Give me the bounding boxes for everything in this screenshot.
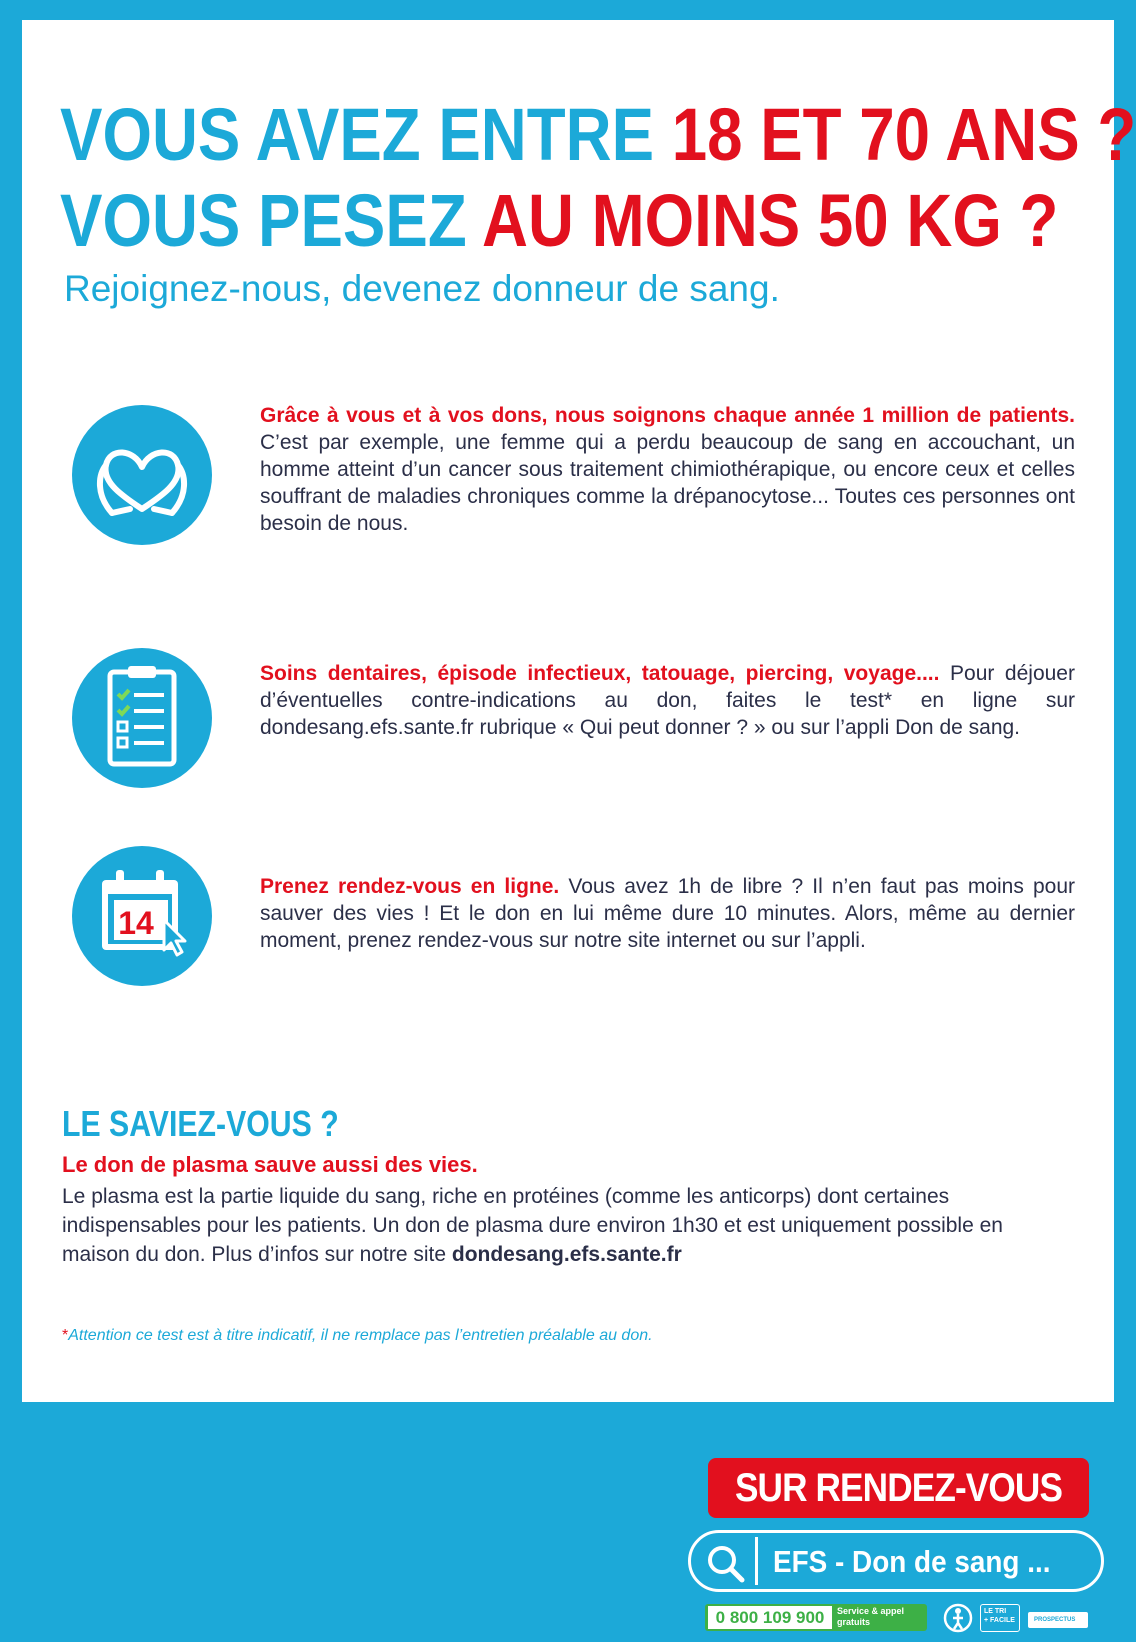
- block-patients-text: C’est par exemple, une femme qui a perdu beaucoup de sang en accouchant, un homme atteint d’un cancer sous traitement chimiothérapique, ou encore ceux et celles souffrant de maladies chroniques comme la drépanocytose... Toutes ces personnes ont besoin de nous.: [260, 431, 1075, 535]
- checklist-clipboard-icon: [72, 648, 212, 788]
- website-link[interactable]: dondesang.efs.sante.fr: [451, 1243, 682, 1266]
- tri-facile-logo: [980, 1604, 1020, 1632]
- saviez-subtitle: Le don de plasma sauve aussi des vies.: [62, 1152, 478, 1177]
- headline-age-question: VOUS AVEZ ENTRE: [60, 93, 672, 176]
- footnote: [62, 1327, 653, 1345]
- recycling-badge: [940, 1602, 1090, 1634]
- search-icon: [705, 1543, 747, 1585]
- headline-weight-question: VOUS PESEZ: [60, 179, 483, 262]
- headline-line-1: [60, 92, 1136, 178]
- block-rendez-vous: [260, 873, 1075, 954]
- footnote-star: *: [62, 1327, 69, 1344]
- headline: [60, 92, 1136, 264]
- heart-hands-icon: [72, 405, 212, 545]
- search-text: EFS - Don de sang ...: [773, 1544, 1051, 1579]
- saviez-title: LE SAVIEZ-VOUS ?: [62, 1103, 339, 1144]
- headline-age-range: 18 ET 70 ANS ?: [671, 93, 1136, 176]
- rdv-label: SUR RENDEZ-VOUS: [734, 1466, 1063, 1510]
- phone-badge[interactable]: [705, 1604, 927, 1631]
- phone-service: [837, 1606, 904, 1628]
- tri-line-2: + FACILE: [984, 1617, 1015, 1624]
- phone-service-line-2: gratuits: [837, 1617, 871, 1627]
- block-rendez-vous-lead: Prenez rendez-vous en ligne.: [260, 875, 560, 898]
- recycle-person-icon: [940, 1602, 976, 1634]
- top-border: [0, 0, 1136, 20]
- block-patients-lead: Grâce à vous et à vos dons, nous soignons chaque année 1 million de patients.: [260, 404, 1075, 427]
- rdv-banner: [708, 1458, 1089, 1518]
- subheading: Rejoignez-nous, devenez donneur de sang.: [64, 268, 780, 309]
- calendar-click-icon: [72, 846, 212, 986]
- search-box[interactable]: [688, 1530, 1104, 1592]
- saviez-body: [62, 1182, 1072, 1269]
- headline-line-2: [60, 178, 1059, 264]
- headline-weight-min: AU MOINS 50 KG ?: [482, 179, 1059, 262]
- phone-service-line-1: Service & appel: [837, 1606, 905, 1616]
- calendar-day: 14: [118, 905, 154, 941]
- block-rendez-vous-text: Vous avez 1h de libre ? Il n’en faut pas moins pour sauver des vies ! Et le don en lui même dure 10 minutes. Alors, même au dernier moment, prenez rendez-vous sur notre site internet ou sur l’appli.: [260, 875, 1075, 952]
- block-patients: [260, 402, 1075, 537]
- phone-number: 0 800 109 900: [708, 1606, 832, 1629]
- block-contre-indications-text: Pour déjouer d’éventuelles contre-indications au don, faites le test* en ligne sur dondesang.efs.sante.fr rubrique « Qui peut donner ? » ou sur l’appli Don de sang.: [260, 662, 1075, 739]
- footnote-text: Attention ce test est à titre indicatif, il ne remplace pas l’entretien préalable au don.: [68, 1327, 653, 1344]
- search-divider: [755, 1537, 758, 1585]
- saviez-body-text: Le plasma est la partie liquide du sang, riche en protéines (comme les anticorps) dont certaines indispensables pour les patients. Un don de plasma dure environ 1h30 et est uniquement possible en maison du don. Plus d’infos sur notre site: [62, 1185, 1003, 1266]
- block-contre-indications: [260, 660, 1075, 741]
- tri-line-1: LE TRI: [984, 1608, 1007, 1615]
- prospectus-label: PROSPECTUS: [1028, 1612, 1088, 1628]
- block-contre-indications-lead: Soins dentaires, épisode infectieux, tatouage, piercing, voyage....: [260, 662, 940, 685]
